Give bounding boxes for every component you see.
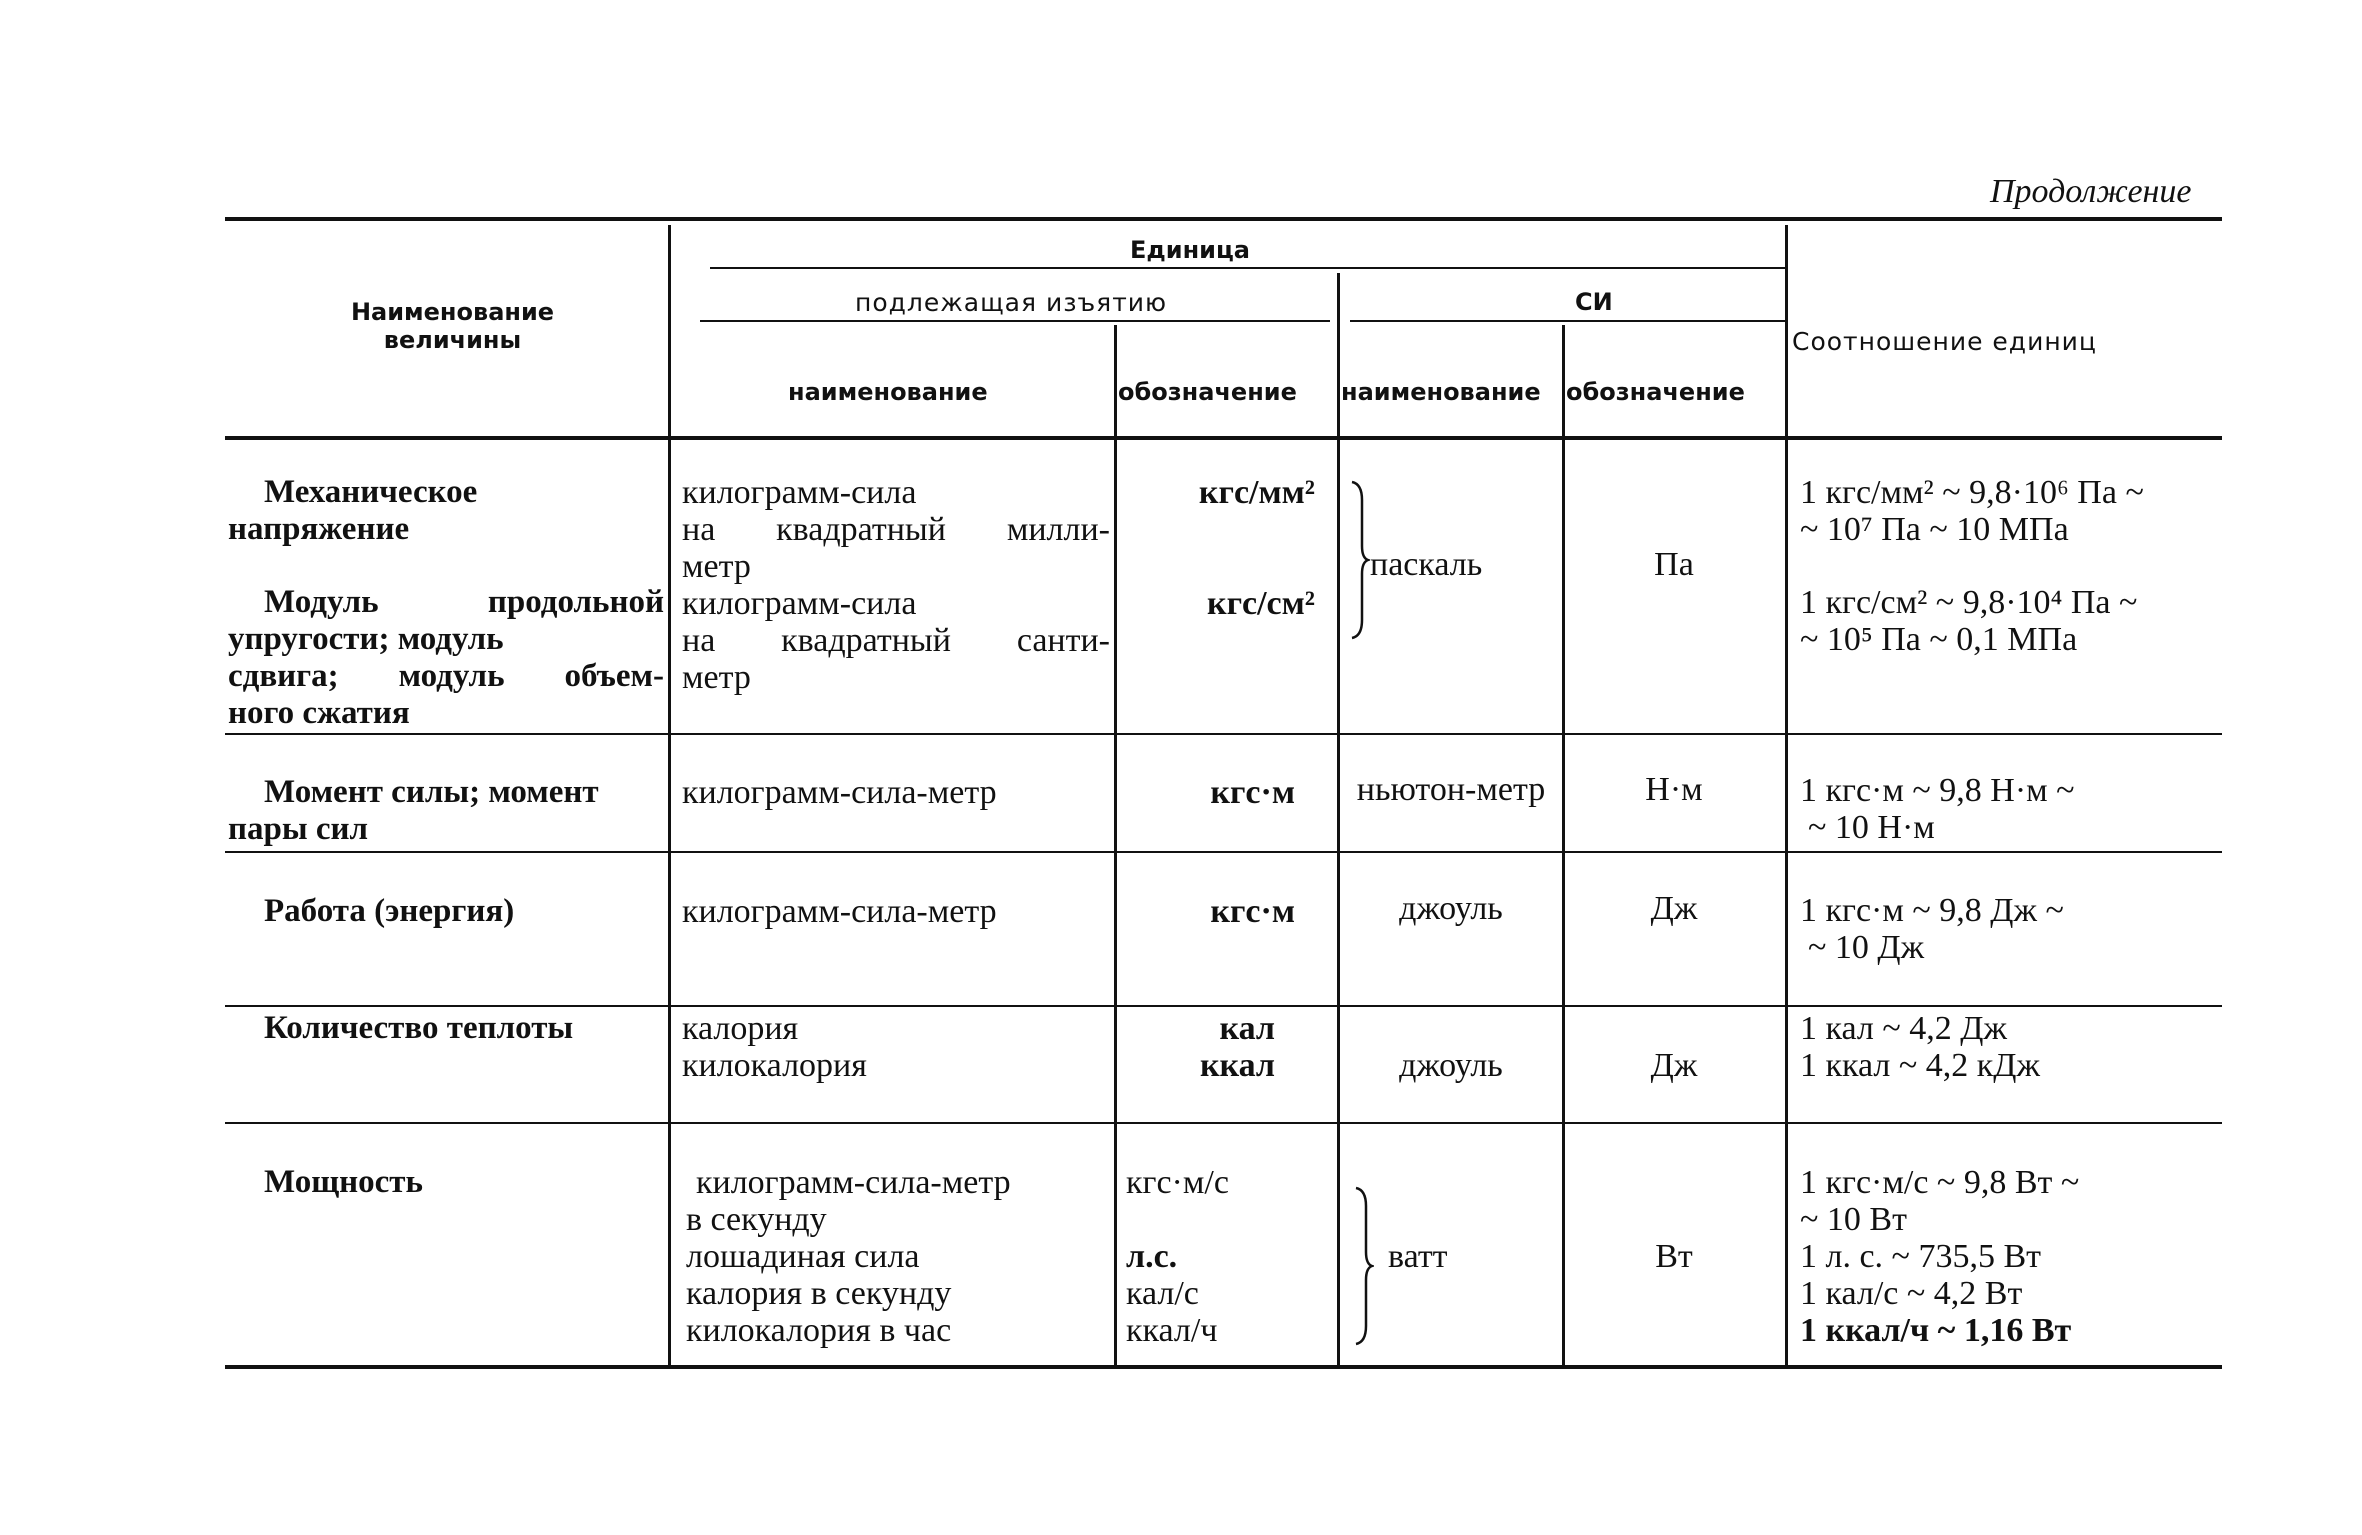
row5-old-symbol [1126, 1164, 1229, 1349]
header-quantity [340, 298, 565, 354]
old-name-line: в секунду [686, 1201, 827, 1238]
quantity-line: ного сжатия [228, 695, 410, 731]
row2-si-name: ньютон-метр [1356, 771, 1546, 808]
col-divider-5 [1785, 225, 1788, 1365]
row4-relation [1800, 1010, 2040, 1084]
relation-line: 1 кгс/мм² ~ 9,8·10⁶ Па ~ [1800, 474, 2144, 511]
row2-old-name: килограмм-сила-метр [682, 774, 997, 811]
relation-line: ~ 10 Н·м [1808, 809, 1935, 846]
header-old-name: наименование [788, 378, 988, 406]
relation-line: 1 кгс·м ~ 9,8 Н·м ~ [1800, 772, 2075, 809]
row2-si-symbol: Н·м [1645, 771, 1703, 808]
header-relation: Соотношение единиц [1792, 327, 2097, 356]
row1-old-name [682, 474, 1110, 696]
old-symbol-line [1120, 511, 1315, 548]
withdrawn-header-rule [700, 320, 1330, 322]
old-name-line: килокалория в час [686, 1312, 952, 1349]
relation-line: 1 ккал/ч ~ 1,16 Вт [1800, 1312, 2072, 1349]
row2-relation [1800, 772, 2075, 846]
row4-old-name [682, 1010, 867, 1084]
relation-line: 1 кгс·м ~ 9,8 Дж ~ [1800, 892, 2064, 929]
header-bottom-rule [225, 436, 2222, 440]
row5-si-name: ватт [1388, 1238, 1448, 1275]
quantity-line [228, 548, 664, 584]
old-symbol-line: ккал/ч [1126, 1312, 1218, 1349]
row3-old-symbol: кгс·м [1210, 893, 1295, 930]
row5-quantity: Мощность [264, 1164, 423, 1200]
old-name-line: калория в секунду [686, 1275, 952, 1312]
old-name-line: килограмм-сила-метр [696, 1164, 1011, 1201]
row3-relation [1800, 892, 2064, 966]
header-si-name: наименование [1341, 378, 1541, 406]
relation-line: ~ 10⁵ Па ~ 0,1 МПа [1800, 621, 2078, 658]
quantity-line: упругости; модуль [228, 621, 504, 657]
row4-old-symbol [1120, 1010, 1275, 1084]
relation-line: 1 кгс/см² ~ 9,8·10⁴ Па ~ [1800, 584, 2138, 621]
row4-si-name: джоуль [1399, 1047, 1503, 1084]
row5-relation [1800, 1164, 2079, 1349]
row-rule-2 [225, 851, 2222, 853]
header-si: СИ [1575, 288, 1613, 316]
quantity-line: Модуль продольной [264, 584, 664, 620]
row1-quantity [228, 474, 664, 732]
old-symbol-line: ккал [1199, 1047, 1275, 1084]
relation-line [1800, 548, 2144, 584]
header-withdrawn: подлежащая изъятию [855, 288, 1168, 317]
unit-header-rule [710, 267, 1785, 269]
row1-brace-icon [1348, 480, 1370, 640]
relation-line: ~ 10 Дж [1808, 929, 1925, 966]
row3-old-name: килограмм-сила-метр [682, 893, 997, 930]
relation-line: 1 л. с. ~ 735,5 Вт [1800, 1238, 2041, 1275]
row3-si-symbol: Дж [1650, 890, 1698, 927]
old-symbol-line: л.с. [1126, 1238, 1178, 1275]
row1-si-name: паскаль [1370, 546, 1483, 583]
relation-line: ~ 10 Вт [1800, 1201, 1907, 1238]
row-rule-3 [225, 1005, 2222, 1007]
si-header-rule [1350, 320, 1785, 322]
row4-si-symbol: Дж [1650, 1047, 1698, 1084]
quantity-line: Механическое [264, 474, 478, 510]
old-symbol-line: кал [1219, 1010, 1275, 1047]
relation-line: 1 кгс·м/с ~ 9,8 Вт ~ [1800, 1164, 2080, 1201]
continuation-label: Продолжение [1990, 173, 2192, 210]
quantity-line: напряжение [228, 511, 410, 547]
old-name-line: на квадратный милли- [682, 511, 1110, 548]
old-symbol-line: кгс/мм² [1198, 474, 1315, 511]
old-symbol-line [1126, 1201, 1229, 1238]
old-symbol-line [1120, 548, 1315, 585]
old-name-line: килокалория [682, 1047, 867, 1084]
quantity-line: Момент силы; момент [264, 774, 599, 810]
quantity-line: сдвига; модуль объем- [228, 658, 664, 694]
header-unit: Единица [1130, 236, 1250, 264]
row1-old-symbol [1120, 474, 1315, 622]
relation-line: ~ 10⁷ Па ~ 10 МПа [1800, 511, 2069, 548]
row5-old-name [686, 1164, 1011, 1349]
old-name-line: килограмм-сила [682, 474, 917, 511]
old-symbol-line: кал/с [1126, 1275, 1199, 1312]
old-name-line: килограмм-сила [682, 585, 917, 622]
col-divider-1 [668, 225, 671, 1365]
header-quantity-line: величины [383, 326, 522, 354]
row3-si-name: джоуль [1399, 890, 1503, 927]
row2-quantity [228, 774, 664, 848]
relation-line: 1 ккал ~ 4,2 кДж [1800, 1047, 2040, 1084]
header-old-symbol: обозначение [1118, 378, 1297, 406]
row3-quantity: Работа (энергия) [264, 893, 515, 929]
row-rule-4 [225, 1122, 2222, 1124]
old-name-line: лошадиная сила [686, 1238, 920, 1275]
col-divider-2 [1114, 325, 1117, 1365]
table-bottom-rule [225, 1365, 2222, 1369]
row5-si-symbol: Вт [1655, 1238, 1693, 1275]
quantity-line: пары сил [228, 811, 369, 847]
relation-line: 1 кал/с ~ 4,2 Вт [1800, 1275, 2023, 1312]
old-symbol-line: кгс·м/с [1126, 1164, 1229, 1201]
row1-si-symbol: Па [1654, 546, 1694, 583]
old-name-line: метр [682, 548, 751, 585]
row4-quantity: Количество теплоты [264, 1010, 574, 1046]
row5-brace-icon [1352, 1186, 1374, 1346]
old-name-line: калория [682, 1010, 799, 1047]
old-symbol-line: кгс/см² [1206, 585, 1315, 622]
row1-relation [1800, 474, 2144, 658]
old-name-line: на квадратный санти- [682, 622, 1110, 659]
col-divider-4 [1562, 325, 1565, 1365]
table-top-rule [225, 217, 2222, 221]
row-rule-1 [225, 733, 2222, 735]
col-divider-3 [1337, 273, 1340, 1365]
old-name-line: метр [682, 659, 751, 696]
row2-old-symbol: кгс·м [1210, 774, 1295, 811]
header-si-symbol: обозначение [1566, 378, 1745, 406]
header-quantity-line: Наименование [350, 298, 555, 326]
relation-line: 1 кал ~ 4,2 Дж [1800, 1010, 2007, 1047]
